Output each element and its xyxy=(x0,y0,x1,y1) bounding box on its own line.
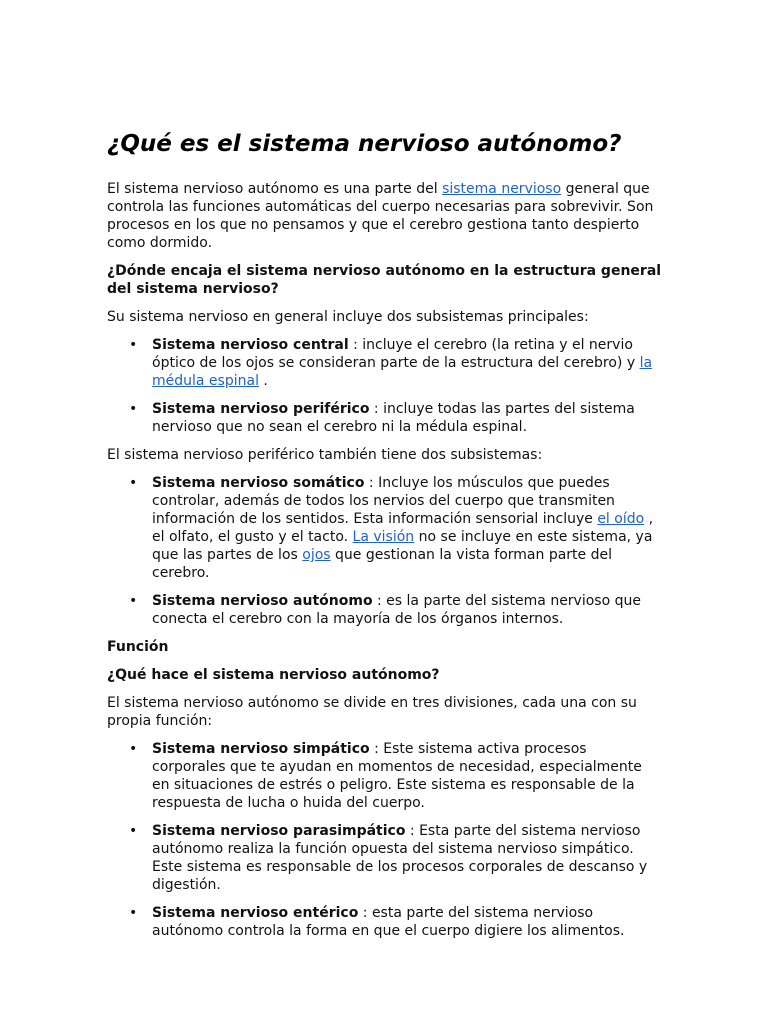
central-text-before: : incluye el cerebro (la retina y el nervio óptico de los ojos se consideran parte de la estructura del cerebro) y xyxy=(152,337,640,371)
intro-text-before: El sistema nervioso autónomo es una parte del xyxy=(107,181,443,197)
enteric-text: : esta parte del sistema nervioso autónomo controla la forma en que el cuerpo digiere los alimentos. xyxy=(152,905,625,939)
question-function-heading: ¿Qué hace el sistema nervioso autónomo? xyxy=(107,667,440,683)
link-sistema-nervioso[interactable]: sistema nervioso xyxy=(442,181,562,197)
intro-paragraph xyxy=(107,180,663,252)
link-el-oido[interactable]: el oído xyxy=(597,511,645,527)
peripheral-paragraph: El sistema nervioso periférico también tiene dos subsistemas: xyxy=(107,447,543,463)
divisions-paragraph: El sistema nervioso autónomo se divide en tres divisiones, cada una con su propia función: xyxy=(107,695,637,729)
list-item-parasympathetic xyxy=(152,822,663,894)
subsystems-paragraph: Su sistema nervioso en general incluye dos subsistemas principales: xyxy=(107,309,589,325)
term-enteric: Sistema nervioso entérico xyxy=(152,905,359,921)
somatic-text-3: no se incluye en este sistema, ya que las partes de los xyxy=(152,529,653,563)
central-text-after: . xyxy=(258,373,268,389)
term-parasympathetic: Sistema nervioso parasimpático xyxy=(152,823,406,839)
somatic-text-4: que gestionan la vista forman parte del cerebro. xyxy=(152,547,612,581)
question-structure-heading: ¿Dónde encaja el sistema nervioso autónomo en la estructura general del sistema nervioso? xyxy=(107,263,662,297)
peripheral-text: : incluye todas las partes del sistema nervioso que no sean el cerebro ni la médula espinal. xyxy=(152,401,635,435)
link-ojos[interactable]: ojos xyxy=(302,547,331,563)
somatic-text-2: , el olfato, el gusto y el tacto. xyxy=(152,511,654,545)
main-subsystems-list xyxy=(107,336,663,436)
intro-text-after: general que controla las funciones automáticas del cuerpo necesarias para sobrevivir. Son procesos en los que no pensamos y que el cerebro gestiona tanto despierto como dormido. xyxy=(107,181,654,251)
divisions-list xyxy=(107,740,663,940)
somatic-text-1: : Incluye los músculos que puedes controlar, además de todos los nervios del cuerpo que transmiten información de los sentidos. Esta información sensorial incluye xyxy=(152,475,615,527)
peripheral-subsystems-list xyxy=(107,474,663,628)
term-central: Sistema nervioso central xyxy=(152,337,349,353)
list-item-enteric xyxy=(152,904,663,940)
autonomic-text: : es la parte del sistema nervioso que conecta el cerebro con la mayoría de los órganos internos. xyxy=(152,593,641,627)
function-heading: Función xyxy=(107,639,169,655)
term-sympathetic: Sistema nervioso simpático xyxy=(152,741,370,757)
list-item-peripheral xyxy=(152,400,663,436)
link-medula-espinal[interactable]: la médula espinal xyxy=(152,355,653,389)
list-item-somatic xyxy=(152,474,663,582)
term-somatic: Sistema nervioso somático xyxy=(152,475,365,491)
term-autonomic: Sistema nervioso autónomo xyxy=(152,593,373,609)
sympathetic-text: : Este sistema activa procesos corporales que te ayudan en momentos de necesidad, especialmente en situaciones de estrés o peligro. Este sistema es responsable de la respuesta de lucha o huida del cuerpo. xyxy=(152,741,642,811)
list-item-autonomic xyxy=(152,592,663,628)
link-la-vision[interactable]: La visión xyxy=(352,529,415,545)
page-title: ¿Qué es el sistema nervioso autónomo? xyxy=(107,131,622,157)
list-item-sympathetic xyxy=(152,740,663,812)
list-item-central xyxy=(152,336,663,390)
document-page xyxy=(107,128,663,950)
parasympathetic-text: : Esta parte del sistema nervioso autónomo realiza la función opuesta del sistema nervioso simpático. Este sistema es responsable de los procesos corporales de descanso y digestión. xyxy=(152,823,648,893)
term-peripheral: Sistema nervioso periférico xyxy=(152,401,370,417)
